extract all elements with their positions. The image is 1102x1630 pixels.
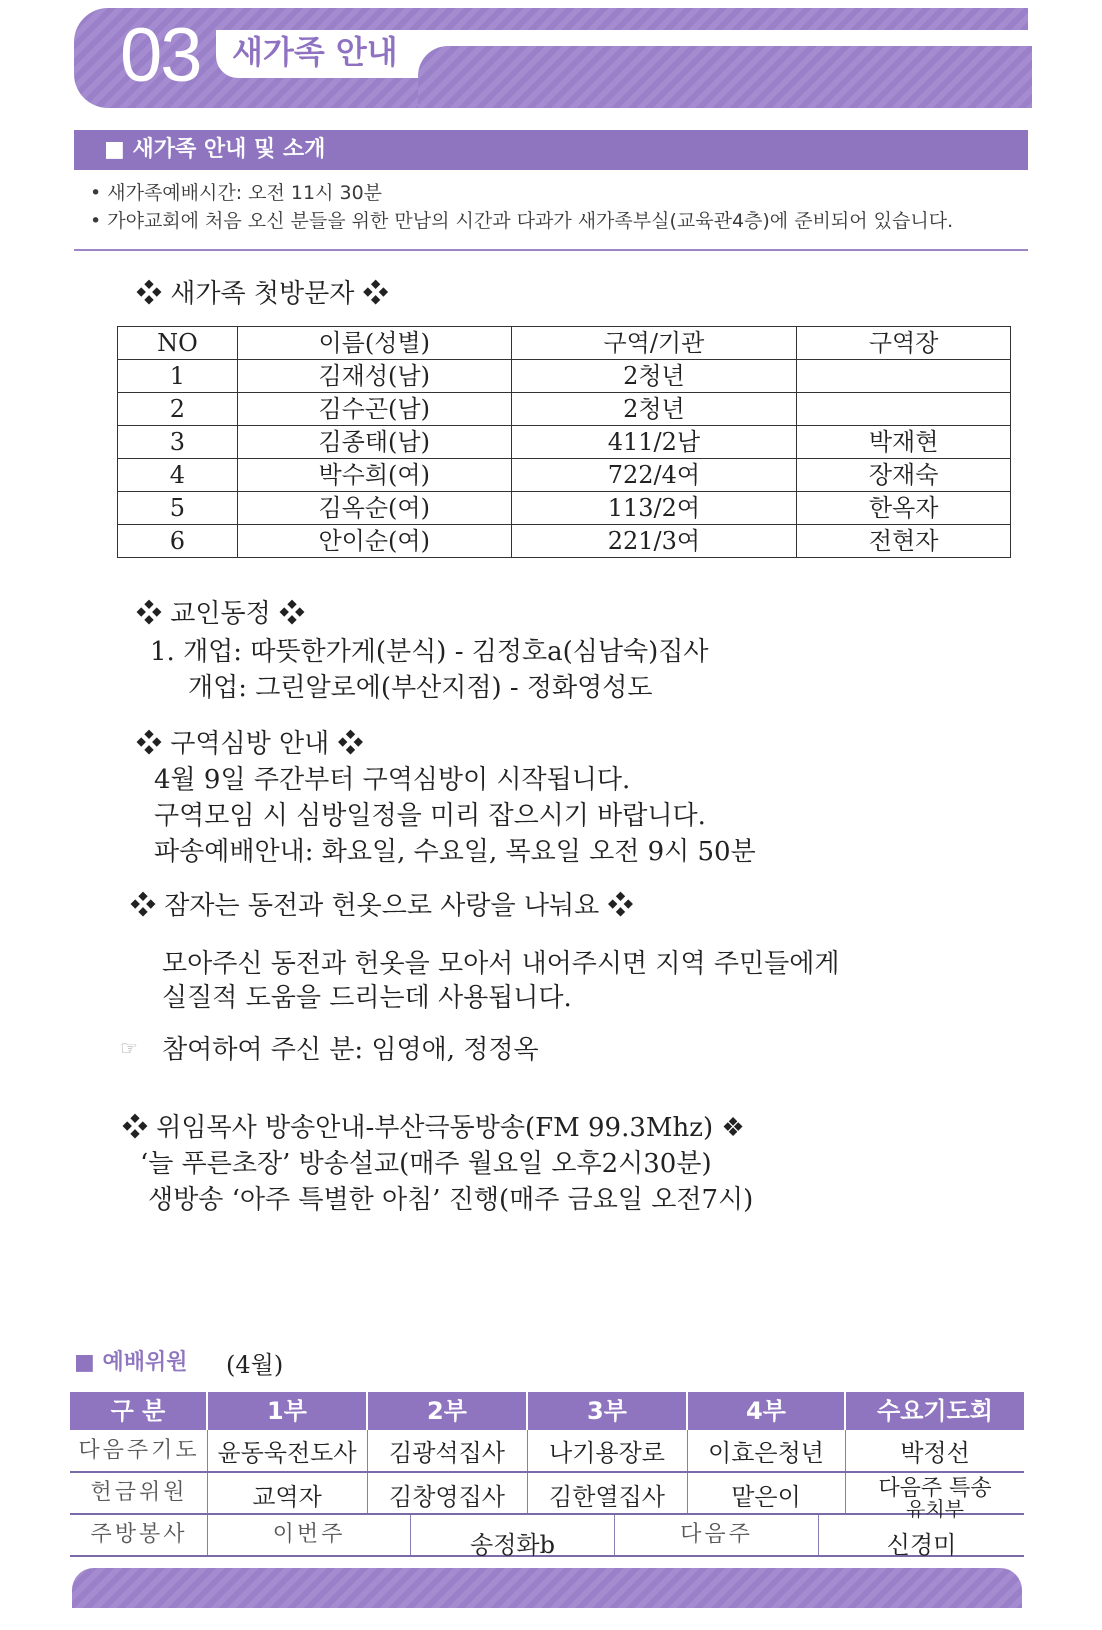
visitation-heading: ❖ 구역심방 안내 ❖	[136, 729, 364, 759]
table-row	[118, 426, 1011, 459]
cell: 안이순(여)	[237, 525, 511, 558]
cell: 다음주 특송	[878, 1476, 992, 1501]
cell: 박정선	[900, 1439, 970, 1467]
worship-table-header	[70, 1392, 1024, 1430]
cell: 유치부	[906, 1497, 964, 1521]
table-row	[118, 360, 1011, 393]
col-header: 1부	[208, 1392, 366, 1430]
table-row	[118, 525, 1011, 558]
cell	[797, 393, 1011, 426]
table-row	[118, 393, 1011, 426]
cell: 2	[118, 393, 238, 426]
cell: 113/2여	[511, 492, 797, 525]
worship-label: ■ 예배위원	[74, 1350, 188, 1375]
cell: 김옥순(여)	[237, 492, 511, 525]
visitors-table	[117, 326, 1011, 558]
row-label: 헌금위원	[90, 1480, 188, 1505]
cell: 김한열집사	[549, 1483, 665, 1511]
col-header: 3부	[528, 1392, 686, 1430]
header-band-lower	[418, 46, 1032, 108]
section-number: 03	[120, 13, 201, 98]
welcome-line: • 가야교회에 처음 오신 분들을 위한 만남의 시간과 다과가 새가족부실(교육관4층)에 준비되어 있습니다.	[90, 210, 954, 232]
charity-line: 모아주신 동전과 헌옷을 모아서 내어주시면 지역 주민들에게	[162, 949, 840, 979]
broadcast-line: ‘늘 푸른초장’ 방송설교(매주 월요일 오후2시30분)	[140, 1149, 712, 1179]
visitation-line: 파송예배안내: 화요일, 수요일, 목요일 오전 9시 50분	[154, 837, 756, 867]
cell: 3	[118, 426, 238, 459]
cell: 221/3여	[511, 525, 797, 558]
cell: 이번주	[272, 1522, 346, 1547]
cell: 김창영집사	[389, 1483, 505, 1511]
news-line: 개업: 그린알로에(부산지점) - 정화영성도	[188, 673, 653, 703]
col-header: 이름(성별)	[237, 327, 511, 360]
cell: 김재성(남)	[237, 360, 511, 393]
col-header: NO	[118, 327, 238, 360]
cell: 윤동욱전도사	[217, 1439, 357, 1467]
cell: 411/2남	[511, 426, 797, 459]
table-row	[118, 459, 1011, 492]
cell: 박재현	[797, 426, 1011, 459]
worship-time-line: • 새가족예배시간: 오전 11시 30분	[90, 182, 383, 204]
section-title: 새가족 안내	[232, 33, 398, 71]
cell: 장재숙	[797, 459, 1011, 492]
pointing-hand-icon: ☞	[120, 1036, 138, 1060]
visitors-heading: ❖ 새가족 첫방문자 ❖	[136, 279, 389, 309]
visitation-line: 구역모임 시 심방일정을 미리 잡으시기 바랍니다.	[154, 801, 706, 831]
cell: 박수희(여)	[237, 459, 511, 492]
cell: 김수곤(남)	[237, 393, 511, 426]
row-label: 다음주기도	[78, 1438, 200, 1463]
cell: 2청년	[511, 360, 797, 393]
charity-heading: ❖ 잠자는 동전과 헌옷으로 사랑을 나눠요 ❖	[130, 891, 634, 921]
news-line: 1. 개업: 따뜻한가게(분식) - 김정호a(심남숙)집사	[150, 637, 709, 667]
col-header: 4부	[688, 1392, 844, 1430]
table-header-row	[118, 327, 1011, 360]
cell: 6	[118, 525, 238, 558]
cell: 4	[118, 459, 238, 492]
broadcast-line: 생방송 ‘아주 특별한 아침’ 진행(매주 금요일 오전7시)	[148, 1185, 754, 1215]
cell: 이효은청년	[708, 1439, 824, 1467]
col-header: 구역장	[797, 327, 1011, 360]
cell: 김종태(남)	[237, 426, 511, 459]
cell: 다음주	[680, 1522, 753, 1547]
cell: 신경미	[886, 1531, 957, 1559]
divider	[74, 249, 1028, 251]
charity-line: 실질적 도움을 드리는데 사용됩니다.	[162, 983, 572, 1013]
col-header: 2부	[368, 1392, 526, 1430]
cell: 송정화b	[470, 1531, 555, 1559]
col-header: 구 분	[70, 1392, 206, 1430]
cell	[797, 360, 1011, 393]
visitation-line: 4월 9일 주간부터 구역심방이 시작됩니다.	[154, 765, 631, 795]
news-heading: ❖ 교인동정 ❖	[136, 599, 305, 629]
cell: 722/4여	[511, 459, 797, 492]
cell: 1	[118, 360, 238, 393]
broadcast-heading: ❖ 위임목사 방송안내-부산극동방송(FM 99.3Mhz) ❖	[122, 1113, 745, 1143]
row-label: 주방봉사	[90, 1522, 188, 1547]
subheading-title: ■ 새가족 안내 및 소개	[104, 137, 326, 162]
participants-line: 참여하여 주신 분: 임영애, 정정옥	[162, 1035, 539, 1065]
cell: 한옥자	[797, 492, 1011, 525]
cell: 맡은이	[731, 1483, 801, 1511]
cell: 5	[118, 492, 238, 525]
cell: 교역자	[252, 1483, 322, 1511]
cell: 2청년	[511, 393, 797, 426]
cell: 나기용장로	[549, 1439, 665, 1467]
col-header: 구역/기관	[511, 327, 797, 360]
row-divider	[70, 1471, 1024, 1473]
table-row	[118, 492, 1011, 525]
worship-month: (4월)	[226, 1351, 284, 1379]
cell: 전현자	[797, 525, 1011, 558]
cell: 김광석집사	[389, 1439, 505, 1467]
col-header: 수요기도회	[846, 1392, 1024, 1430]
footer-band	[72, 1568, 1022, 1608]
